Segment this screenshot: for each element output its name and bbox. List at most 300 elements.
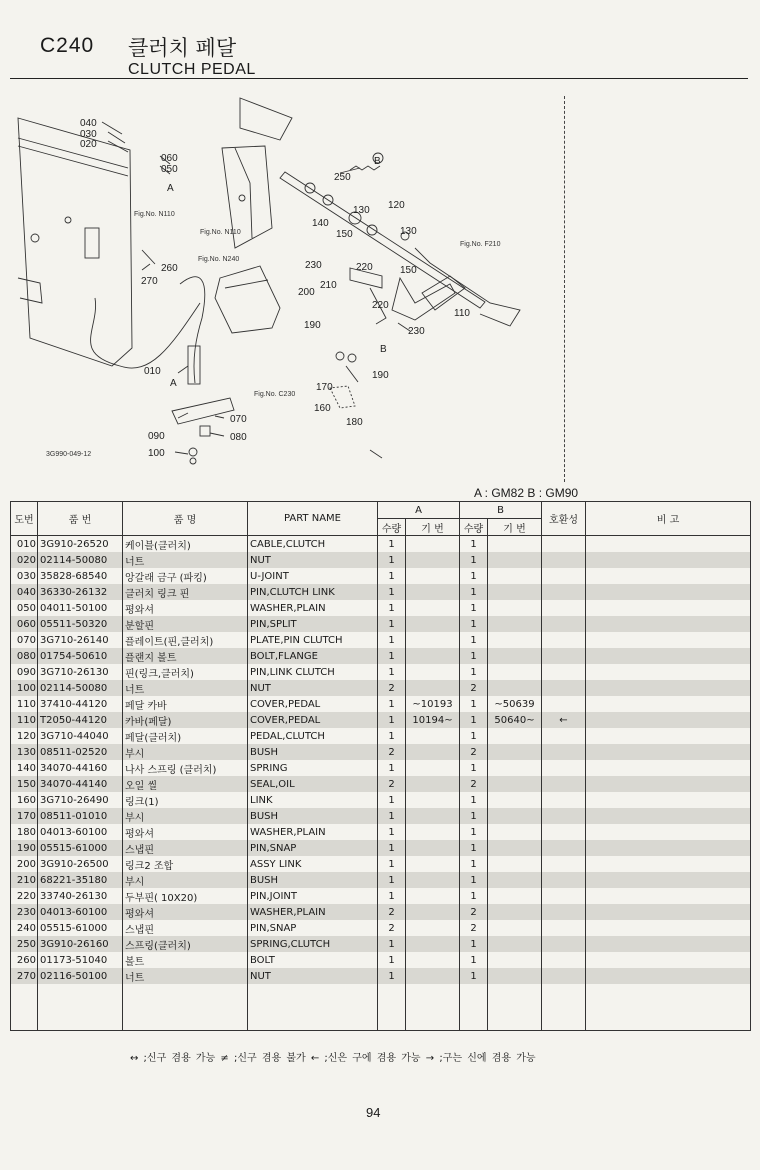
cell-interchange [542, 824, 586, 840]
cell-remarks [586, 760, 751, 776]
cell-serial-b [488, 952, 542, 968]
cell-part-name: BUSH [248, 808, 378, 824]
cell-remarks [586, 840, 751, 856]
cell-qty-a: 1 [378, 824, 406, 840]
callout-100: 100 [148, 448, 165, 459]
cell-remarks [586, 936, 751, 952]
blank-cell [38, 984, 123, 1031]
cell-part-no: 01173-51040 [38, 952, 123, 968]
callout-a-upper: A [167, 183, 174, 194]
cell-no: 040 [11, 584, 38, 600]
cell-part-name: BOLT [248, 952, 378, 968]
callout-250: 250 [334, 172, 351, 183]
table-row [11, 968, 751, 984]
cell-part-name: WASHER,PLAIN [248, 600, 378, 616]
cell-serial-a: 10194~ [406, 712, 460, 728]
cell-serial-b [488, 584, 542, 600]
cell-no: 110 [11, 696, 38, 712]
cell-part-name: PIN,SPLIT [248, 616, 378, 632]
fig-ref-n240: Fig.No. N240 [198, 256, 240, 263]
table-row [11, 680, 751, 696]
cell-no: 230 [11, 904, 38, 920]
cell-part-no: 68221-35180 [38, 872, 123, 888]
col-header-interchange: 호환성 [542, 502, 586, 536]
cell-remarks [586, 584, 751, 600]
cell-interchange [542, 808, 586, 824]
cell-no: 110 [11, 712, 38, 728]
table-row [11, 856, 751, 872]
cell-qty-b: 1 [460, 760, 488, 776]
table-row [11, 728, 751, 744]
cell-name-ko: 볼트 [123, 952, 248, 968]
cell-qty-a: 2 [378, 920, 406, 936]
cell-serial-a [406, 744, 460, 760]
cell-qty-b: 1 [460, 552, 488, 568]
cell-serial-b [488, 968, 542, 984]
cell-serial-b [488, 920, 542, 936]
callout-060: 060 [161, 153, 178, 164]
table-row [11, 712, 751, 728]
callout-150-upper: 150 [336, 229, 353, 240]
cell-part-name: SPRING [248, 760, 378, 776]
cell-no: 020 [11, 552, 38, 568]
col-header-part-no: 품 번 [38, 502, 123, 536]
table-row [11, 552, 751, 568]
cell-remarks [586, 776, 751, 792]
callout-240-lower: 230 [408, 326, 425, 337]
callout-010: 010 [144, 366, 161, 377]
cell-qty-b: 1 [460, 600, 488, 616]
cell-remarks [586, 824, 751, 840]
cell-name-ko: 스냅핀 [123, 840, 248, 856]
cell-no: 140 [11, 760, 38, 776]
cell-qty-a: 2 [378, 680, 406, 696]
cell-qty-b: 1 [460, 952, 488, 968]
cell-serial-a [406, 952, 460, 968]
blank-cell [406, 984, 460, 1031]
cell-serial-a [406, 888, 460, 904]
cell-no: 180 [11, 824, 38, 840]
callout-b-lower: B [380, 344, 387, 355]
cell-serial-b [488, 888, 542, 904]
cell-interchange [542, 840, 586, 856]
cell-qty-b: 2 [460, 920, 488, 936]
cell-qty-a: 2 [378, 776, 406, 792]
cell-no: 270 [11, 968, 38, 984]
cell-serial-b [488, 664, 542, 680]
callout-080: 080 [230, 432, 247, 443]
cell-part-no: 3G910-26520 [38, 536, 123, 553]
cell-part-no: 33740-26130 [38, 888, 123, 904]
cell-interchange [542, 968, 586, 984]
cell-serial-b [488, 776, 542, 792]
table-row [11, 888, 751, 904]
cell-name-ko: 링크(1) [123, 792, 248, 808]
cell-serial-b [488, 824, 542, 840]
cell-qty-b: 1 [460, 936, 488, 952]
cell-qty-a: 1 [378, 552, 406, 568]
callout-130-upper: 130 [353, 205, 370, 216]
callout-270: 270 [141, 276, 158, 287]
cell-qty-b: 2 [460, 776, 488, 792]
cell-qty-a: 1 [378, 792, 406, 808]
cell-part-name: PEDAL,CLUTCH [248, 728, 378, 744]
cell-part-no: 34070-44140 [38, 776, 123, 792]
table-row [11, 840, 751, 856]
cell-name-ko: 부시 [123, 744, 248, 760]
cell-part-name: PIN,SNAP [248, 920, 378, 936]
cell-interchange: ← [542, 712, 586, 728]
fig-ref-f210: Fig.No. F210 [460, 241, 501, 248]
cell-remarks [586, 664, 751, 680]
section-title-korean: 클러치 페달 [128, 36, 237, 60]
cell-interchange [542, 936, 586, 952]
cell-serial-b [488, 568, 542, 584]
blank-cell [378, 984, 406, 1031]
cell-name-ko: 너트 [123, 552, 248, 568]
cell-qty-b: 2 [460, 680, 488, 696]
cell-qty-b: 1 [460, 888, 488, 904]
cell-remarks [586, 888, 751, 904]
exploded-parts-diagram [10, 88, 600, 488]
cell-serial-a [406, 824, 460, 840]
cell-serial-b: ~50639 [488, 696, 542, 712]
cell-serial-b: 50640~ [488, 712, 542, 728]
cell-remarks [586, 680, 751, 696]
cell-no: 100 [11, 680, 38, 696]
table-row [11, 824, 751, 840]
cell-serial-b [488, 904, 542, 920]
cell-part-no: 02114-50080 [38, 552, 123, 568]
cell-part-name: COVER,PEDAL [248, 696, 378, 712]
cell-interchange [542, 744, 586, 760]
col-header-remarks: 비 고 [586, 502, 751, 536]
col-header-group-a: A [378, 502, 460, 519]
cell-part-no: 3G710-44040 [38, 728, 123, 744]
cell-part-no: 3G710-26130 [38, 664, 123, 680]
cell-name-ko: 핀(링크,클러치) [123, 664, 248, 680]
header-rule [10, 78, 748, 79]
cell-serial-a [406, 536, 460, 553]
cell-qty-a: 1 [378, 696, 406, 712]
table-row [11, 904, 751, 920]
callout-240-upper: 230 [305, 260, 322, 271]
cell-qty-a: 2 [378, 744, 406, 760]
cell-interchange [542, 536, 586, 553]
cell-name-ko: 평와셔 [123, 824, 248, 840]
cell-qty-a: 1 [378, 808, 406, 824]
cell-remarks [586, 792, 751, 808]
cell-name-ko: 플레이트(핀,클러치) [123, 632, 248, 648]
callout-030: 030 [80, 129, 97, 140]
cell-no: 260 [11, 952, 38, 968]
cell-interchange [542, 552, 586, 568]
cell-part-no: 37410-44120 [38, 696, 123, 712]
cell-part-no: 04011-50100 [38, 600, 123, 616]
cell-remarks [586, 616, 751, 632]
cell-qty-b: 1 [460, 632, 488, 648]
cell-serial-b [488, 744, 542, 760]
blank-cell [11, 984, 38, 1031]
cell-interchange [542, 904, 586, 920]
table-row [11, 664, 751, 680]
section-title-english: CLUTCH PEDAL [128, 61, 256, 78]
cell-remarks [586, 904, 751, 920]
cell-no: 170 [11, 808, 38, 824]
blank-cell [488, 984, 542, 1031]
cell-part-name: PIN,CLUTCH LINK [248, 584, 378, 600]
cell-part-no: 04013-60100 [38, 904, 123, 920]
blank-cell [123, 984, 248, 1031]
col-header-qty-b: 수량 [460, 519, 488, 536]
cell-part-name: LINK [248, 792, 378, 808]
cell-part-name: PIN,LINK CLUTCH [248, 664, 378, 680]
cell-no: 050 [11, 600, 38, 616]
cell-qty-b: 1 [460, 696, 488, 712]
cell-serial-b [488, 936, 542, 952]
cell-name-ko: 평와셔 [123, 600, 248, 616]
cell-part-no: 05515-61000 [38, 840, 123, 856]
callout-130-lower: 130 [400, 226, 417, 237]
cell-qty-b: 1 [460, 568, 488, 584]
callout-260: 260 [161, 263, 178, 274]
callout-020: 020 [80, 139, 97, 150]
cell-part-no: 08511-01010 [38, 808, 123, 824]
cell-qty-a: 1 [378, 712, 406, 728]
callout-050: 050 [161, 164, 178, 175]
callout-230-lower: 220 [372, 300, 389, 311]
cell-qty-a: 1 [378, 872, 406, 888]
cell-remarks [586, 952, 751, 968]
cell-remarks [586, 648, 751, 664]
cell-qty-a: 1 [378, 600, 406, 616]
drawing-code: 3G990-049-12 [46, 451, 92, 458]
cell-serial-b [488, 552, 542, 568]
cell-qty-b: 1 [460, 840, 488, 856]
cell-qty-a: 1 [378, 568, 406, 584]
blank-cell [460, 984, 488, 1031]
cell-no: 070 [11, 632, 38, 648]
blank-cell [248, 984, 378, 1031]
cell-qty-b: 2 [460, 744, 488, 760]
cell-qty-b: 1 [460, 664, 488, 680]
callout-070: 070 [230, 414, 247, 425]
cell-name-ko: 케이블(클러치) [123, 536, 248, 553]
cell-interchange [542, 856, 586, 872]
callout-140: 140 [312, 218, 329, 229]
cell-part-name: BUSH [248, 744, 378, 760]
machine-legend: A : GM82 B : GM90 [474, 486, 579, 500]
col-header-name-ko: 품 명 [123, 502, 248, 536]
cell-serial-a: ~10193 [406, 696, 460, 712]
cell-remarks [586, 568, 751, 584]
callout-200: 200 [298, 287, 315, 298]
table-row [11, 808, 751, 824]
table-row [11, 584, 751, 600]
cell-part-name: WASHER,PLAIN [248, 824, 378, 840]
cell-name-ko: 스프링(클러치) [123, 936, 248, 952]
cell-part-name: WASHER,PLAIN [248, 904, 378, 920]
table-row [11, 696, 751, 712]
cell-serial-b [488, 856, 542, 872]
table-row [11, 632, 751, 648]
cell-qty-b: 1 [460, 872, 488, 888]
cell-name-ko: 클러치 링크 핀 [123, 584, 248, 600]
cell-qty-a: 1 [378, 952, 406, 968]
cell-serial-a [406, 776, 460, 792]
callout-110: 110 [454, 308, 470, 319]
cell-part-name: SPRING,CLUTCH [248, 936, 378, 952]
diagram-callouts [46, 118, 501, 459]
cell-serial-a [406, 904, 460, 920]
callout-090: 090 [148, 431, 165, 442]
cell-name-ko: 부시 [123, 808, 248, 824]
cell-serial-a [406, 680, 460, 696]
cell-qty-a: 1 [378, 728, 406, 744]
cell-qty-b: 1 [460, 792, 488, 808]
cell-no: 220 [11, 888, 38, 904]
cell-no: 120 [11, 728, 38, 744]
cell-serial-a [406, 600, 460, 616]
cell-part-name: NUT [248, 968, 378, 984]
cell-part-no: 08511-02520 [38, 744, 123, 760]
blank-cell [586, 984, 751, 1031]
cell-serial-a [406, 792, 460, 808]
cell-interchange [542, 920, 586, 936]
cell-qty-b: 1 [460, 536, 488, 553]
cell-qty-a: 1 [378, 536, 406, 553]
cell-part-name: NUT [248, 680, 378, 696]
cell-interchange [542, 568, 586, 584]
cell-name-ko: 오일 씰 [123, 776, 248, 792]
cell-no: 090 [11, 664, 38, 680]
col-header-serial-b: 기 번 [488, 519, 542, 536]
cell-interchange [542, 648, 586, 664]
cell-serial-b [488, 760, 542, 776]
callout-120: 120 [388, 200, 405, 211]
table-row [11, 776, 751, 792]
cell-part-name: ASSY LINK [248, 856, 378, 872]
cell-interchange [542, 888, 586, 904]
cell-serial-a [406, 664, 460, 680]
cell-part-no: 05515-61000 [38, 920, 123, 936]
cell-part-name: BUSH [248, 872, 378, 888]
cell-serial-a [406, 840, 460, 856]
col-header-group-b: B [460, 502, 542, 519]
table-row [11, 952, 751, 968]
cell-remarks [586, 968, 751, 984]
cell-remarks [586, 744, 751, 760]
cell-serial-b [488, 680, 542, 696]
cell-part-no: 36330-26132 [38, 584, 123, 600]
cell-qty-b: 2 [460, 904, 488, 920]
cell-serial-a [406, 920, 460, 936]
cell-serial-b [488, 648, 542, 664]
cell-interchange [542, 632, 586, 648]
cell-no: 240 [11, 920, 38, 936]
cell-interchange [542, 696, 586, 712]
cell-name-ko: 평와셔 [123, 904, 248, 920]
cell-part-name: BOLT,FLANGE [248, 648, 378, 664]
cell-no: 210 [11, 872, 38, 888]
cell-serial-a [406, 968, 460, 984]
cell-part-no: 02114-50080 [38, 680, 123, 696]
cell-name-ko: 카바(페달) [123, 712, 248, 728]
callout-220: 190 [304, 320, 321, 331]
table-row [11, 872, 751, 888]
cell-part-no: 3G910-26160 [38, 936, 123, 952]
parts-table-body [11, 536, 751, 1031]
cell-interchange [542, 872, 586, 888]
cell-no: 060 [11, 616, 38, 632]
col-header-no: 도번 [11, 502, 38, 536]
col-header-part-name: PART NAME [248, 502, 378, 536]
cell-qty-b: 1 [460, 712, 488, 728]
cell-qty-a: 1 [378, 888, 406, 904]
cell-serial-a [406, 728, 460, 744]
cell-qty-b: 1 [460, 824, 488, 840]
cell-part-no: 05511-50320 [38, 616, 123, 632]
cell-serial-a [406, 632, 460, 648]
cell-part-name: COVER,PEDAL [248, 712, 378, 728]
cell-qty-b: 1 [460, 728, 488, 744]
cell-part-name: PIN,SNAP [248, 840, 378, 856]
cell-part-no: 3G910-26500 [38, 856, 123, 872]
cell-no: 160 [11, 792, 38, 808]
callout-150-lower: 150 [400, 265, 417, 276]
cell-interchange [542, 728, 586, 744]
cell-serial-b [488, 600, 542, 616]
table-row [11, 920, 751, 936]
cell-no: 080 [11, 648, 38, 664]
cell-interchange [542, 600, 586, 616]
cell-serial-b [488, 808, 542, 824]
cell-serial-b [488, 872, 542, 888]
cell-qty-b: 1 [460, 584, 488, 600]
cell-part-name: SEAL,OIL [248, 776, 378, 792]
table-row [11, 744, 751, 760]
cell-serial-a [406, 584, 460, 600]
table-row [11, 760, 751, 776]
cell-name-ko: 너트 [123, 680, 248, 696]
cell-qty-b: 1 [460, 856, 488, 872]
cell-part-no: T2050-44120 [38, 712, 123, 728]
cell-remarks [586, 696, 751, 712]
cell-name-ko: 부시 [123, 872, 248, 888]
cell-remarks [586, 808, 751, 824]
blank-cell [542, 984, 586, 1031]
cell-remarks [586, 536, 751, 553]
cell-qty-a: 1 [378, 616, 406, 632]
table-row [11, 792, 751, 808]
cell-interchange [542, 952, 586, 968]
cell-no: 200 [11, 856, 38, 872]
cell-name-ko: 두부핀( 10X20) [123, 888, 248, 904]
page-number: 94 [366, 1105, 381, 1120]
compatibility-legend: ↔ ;신구 겸용 가능 ≠ ;신구 겸용 불가 ← ;신은 구에 겸용 가능 → ;구는 신에 겸용 가능 [130, 1053, 536, 1064]
cell-name-ko: 스냅핀 [123, 920, 248, 936]
cell-part-name: NUT [248, 552, 378, 568]
cell-name-ko: 링크2 조합 [123, 856, 248, 872]
cell-part-no: 01754-50610 [38, 648, 123, 664]
fig-ref-n110-left: Fig.No. N110 [134, 211, 175, 218]
table-blank-row [11, 984, 751, 1031]
callout-b-upper: B [374, 156, 381, 167]
cell-qty-a: 1 [378, 584, 406, 600]
cell-remarks [586, 872, 751, 888]
cell-serial-b [488, 632, 542, 648]
cell-name-ko: 페달(클러치) [123, 728, 248, 744]
